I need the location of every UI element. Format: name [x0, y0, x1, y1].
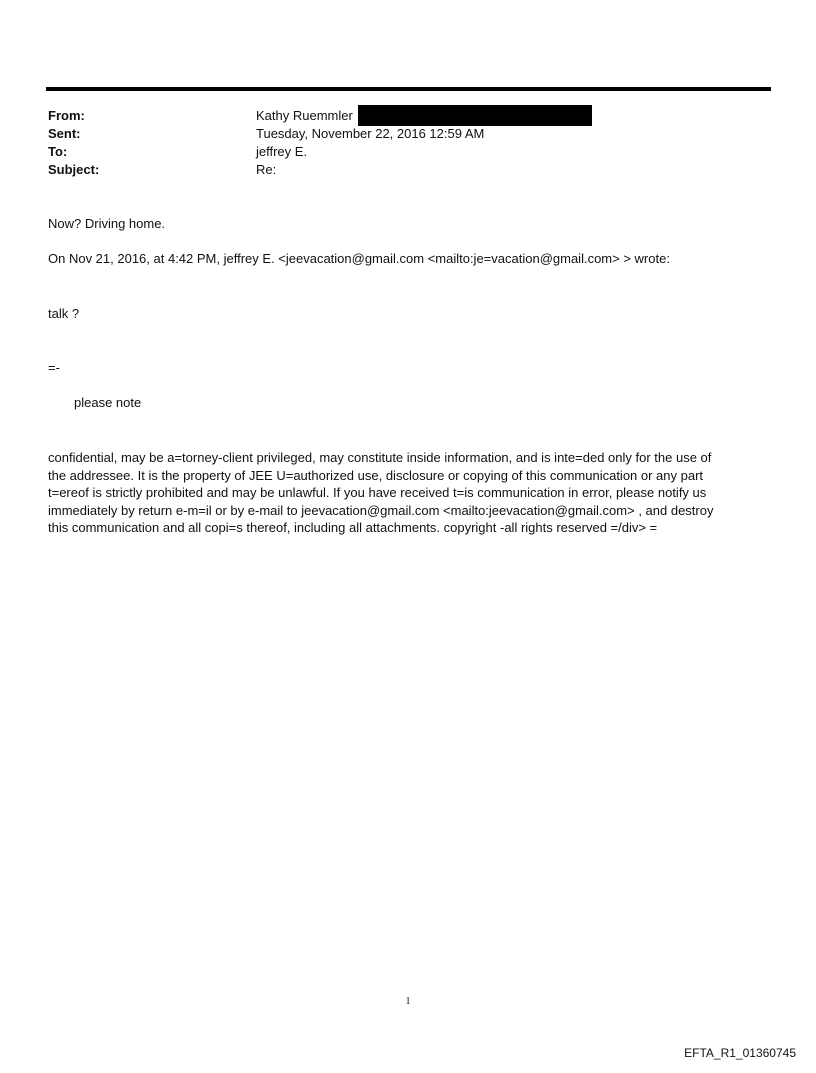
sent-value: Tuesday, November 22, 2016 12:59 AM	[256, 126, 485, 141]
subject-value: Re:	[256, 162, 277, 177]
please-note: please note	[74, 395, 142, 410]
to-value: jeffrey E.	[256, 144, 308, 159]
redaction-block	[358, 105, 592, 126]
from-label: From:	[48, 108, 85, 123]
reply-text: Now? Driving home.	[48, 216, 166, 231]
from-value: Kathy Ruemmler	[256, 108, 353, 123]
quoted-text: talk ?	[48, 306, 80, 321]
quote-intro: On Nov 21, 2016, at 4:42 PM, jeffrey E. <jeevacation@gmail.com <mailto:je=vacation@gmail.com> > wrote:	[48, 251, 670, 266]
encoding-artifact: =-	[48, 360, 60, 375]
disclaimer-line: t=ereof is strictly prohibited and may be unlawful. If you have received t=is communication in error, please notify us	[48, 485, 707, 501]
header-divider	[46, 87, 771, 91]
disclaimer-line: confidential, may be a=torney-client privileged, may constitute inside information, and is inte=ded only for the use of	[48, 450, 712, 465]
disclaimer-line: this communication and all copi=s thereof, including all attachments. copyright -all rights reserved =/div> =	[48, 520, 658, 536]
to-label: To:	[48, 144, 68, 159]
page-number: 1	[405, 996, 411, 1007]
confidentiality-disclaimer	[48, 449, 758, 537]
sent-label: Sent:	[48, 126, 81, 141]
document-id: EFTA_R1_01360745	[684, 1046, 796, 1060]
subject-label: Subject:	[48, 162, 100, 177]
disclaimer-line: immediately by return e-m=il or by e-mail to jeevacation@gmail.com <mailto:jeevacation@gmail.com> , and destroy	[48, 502, 714, 518]
disclaimer-line: the addressee. It is the property of JEE U=authorized use, disclosure or copying of this communication or any part	[48, 467, 704, 483]
